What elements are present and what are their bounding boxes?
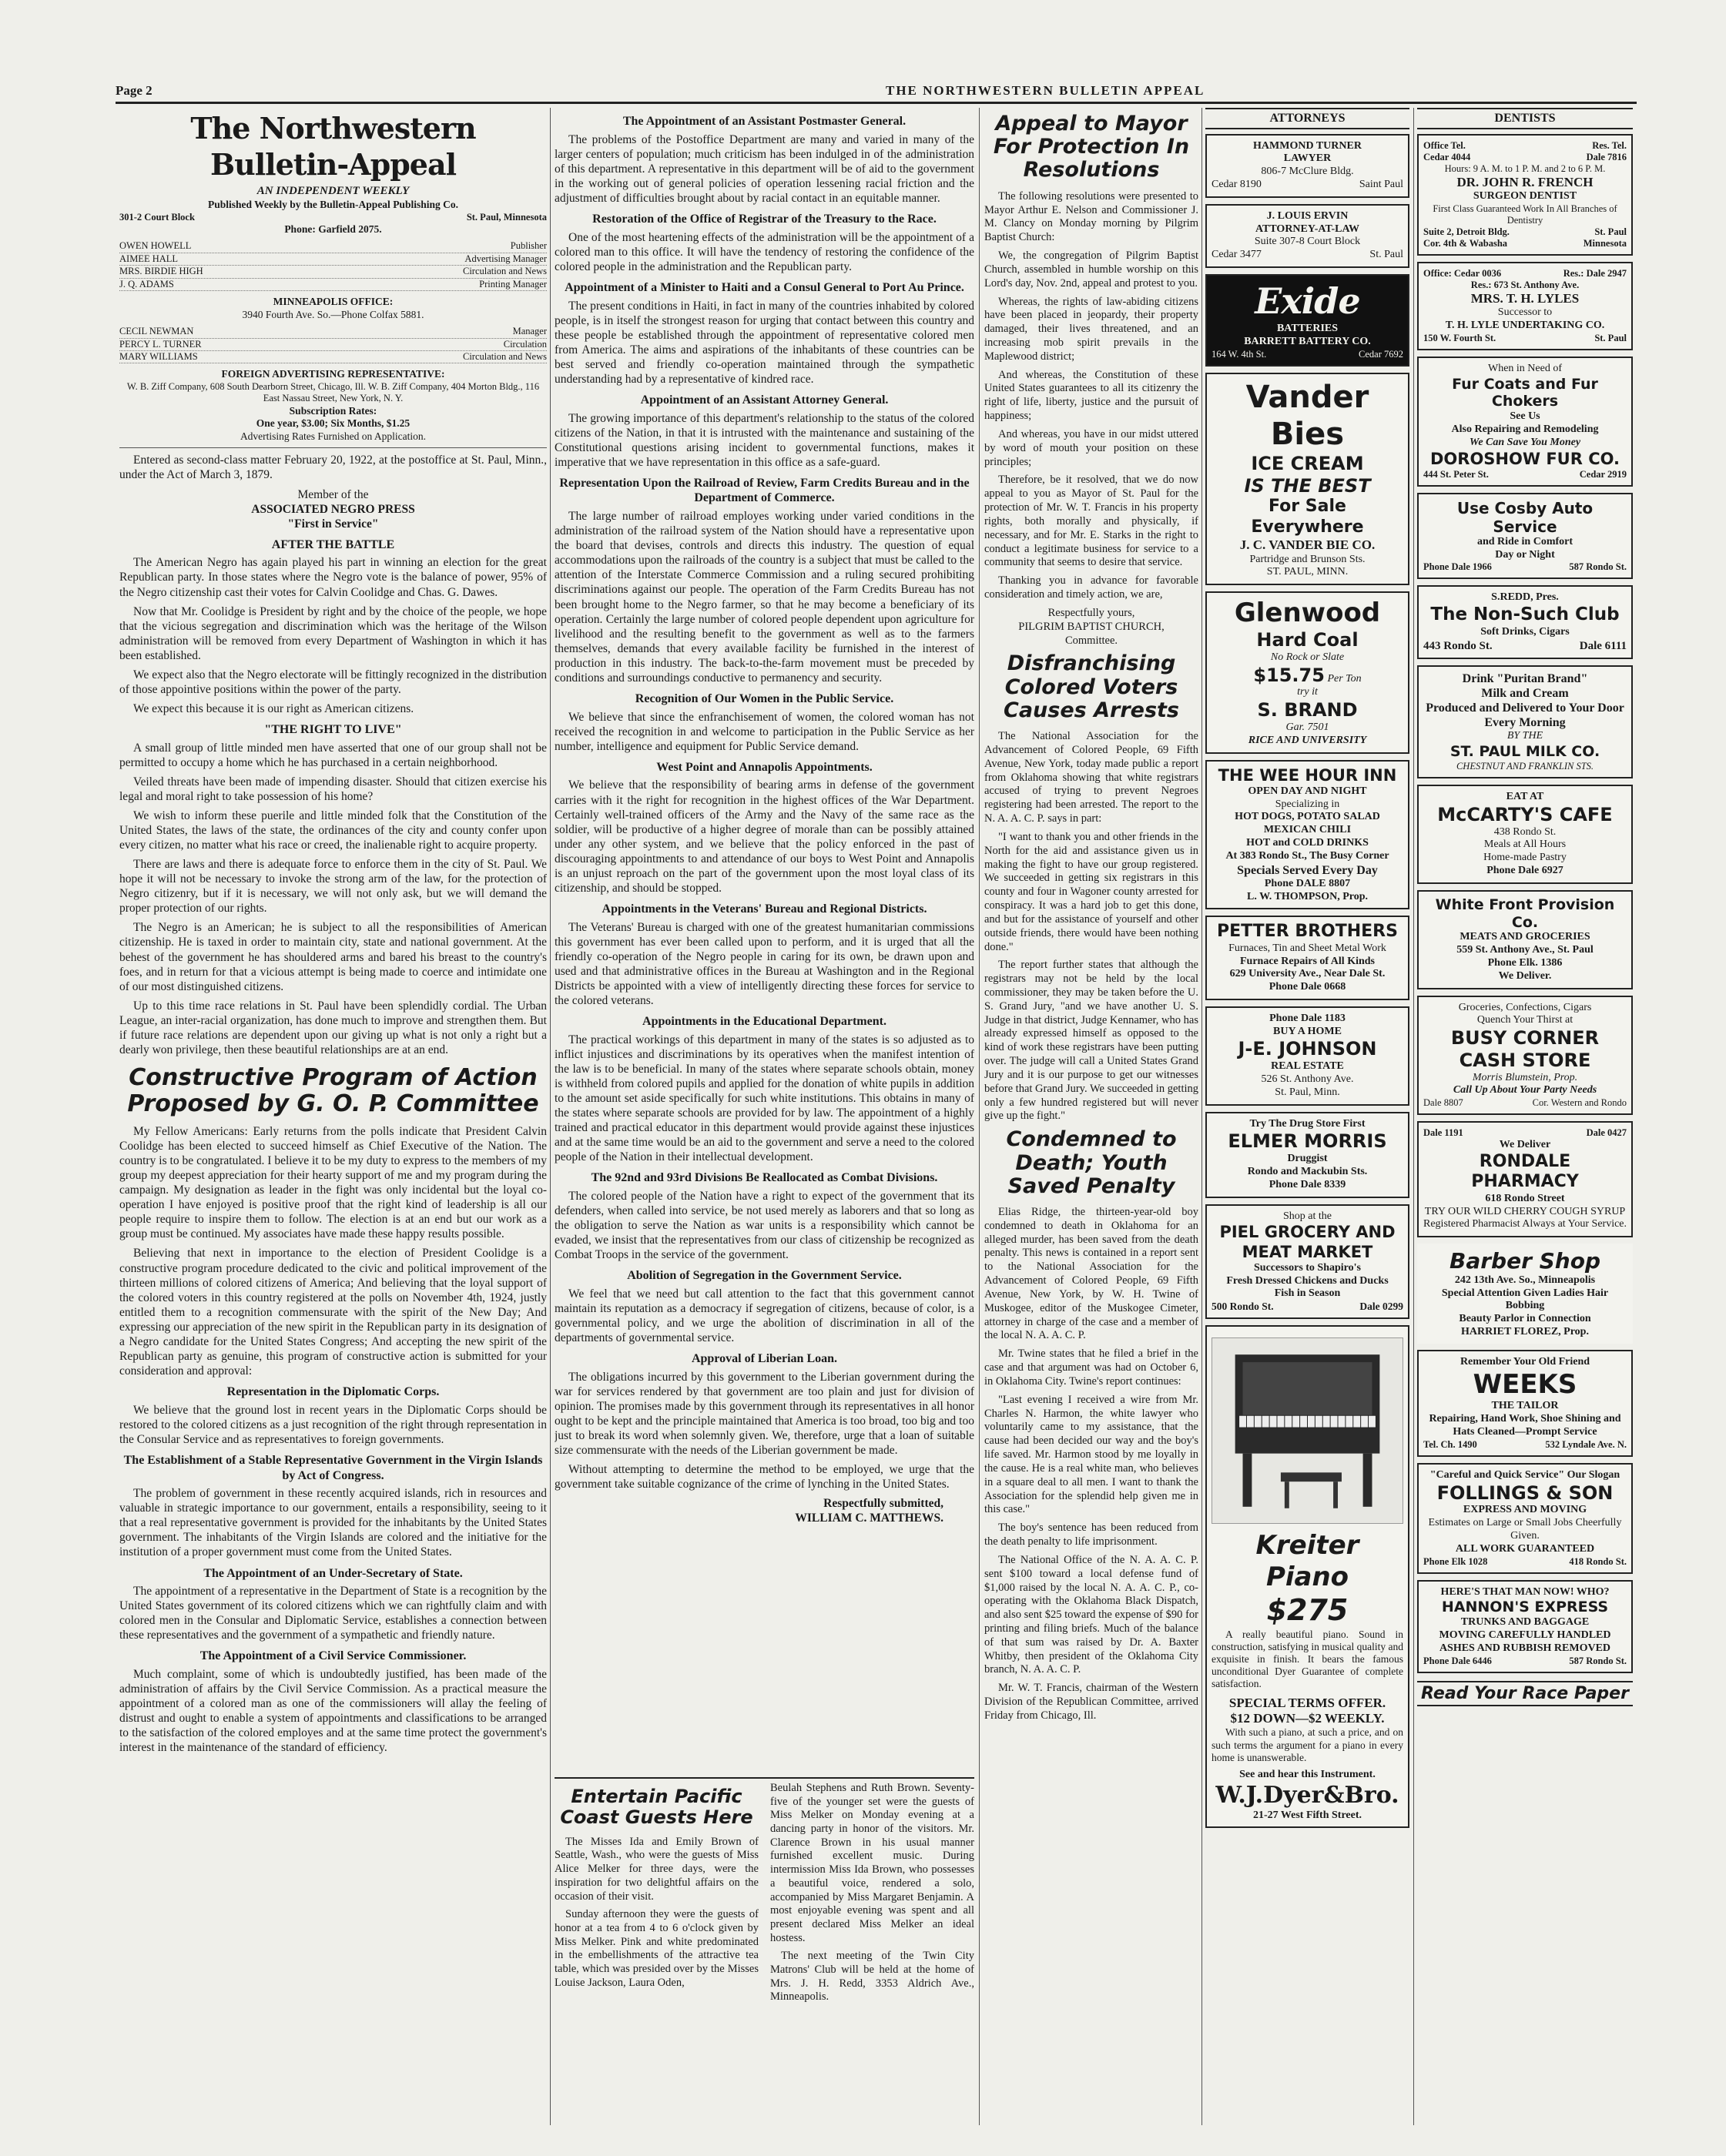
section-attorneys: ATTORNEYS — [1205, 108, 1409, 129]
paragraph: The appointment of a representative in the Department of State is a recognition by the United States government of its colored citizens which we can rightfully claim and with colored men in the Consular and Diplomatic Service, establishes a connection between these representatives and the government of a sympathetic and friendly nature. — [119, 1585, 547, 1642]
ad-piel-grocery: Shop at the PIEL GROCERY AND MEAT MARKET Successors to Shapiro's Fresh Dressed Chickens and Ducks Fish in Season 500 Rondo St. Dale 0299 — [1205, 1204, 1409, 1320]
paragraph: We believe that the responsibility of bearing arms in defense of the government carries with it the right for recognition in the highest offices of the War Department. Certainly well-trained officers of the Army and the Navy of the same race as the soldier, will be productive of a higher degree of morale than can be possibly attained under any other system, and we believe that the policy enforced in the past of discouraging appointments to and attendance of our boys to West Point and Annapolis is an unjust reproach on the part of the government upon the most loyal class of its citizenship, and should be stopped. — [555, 778, 974, 895]
staff-row: MRS. BIRDIE HIGH Circulation and News — [119, 266, 547, 278]
subhead: The Appointment of a Civil Service Commissioner. — [199, 1649, 467, 1663]
ad-louis-ervin: J. LOUIS ERVIN ATTORNEY-AT-LAW Suite 307-8 Court Block Cedar 3477 St. Paul — [1205, 204, 1409, 268]
paragraph: And whereas, the Constitution of these United States guarantees to all its citizenry the right of life, liberty, justice and the pursuit of happiness; — [984, 368, 1198, 423]
column-news — [984, 108, 1198, 2125]
paragraph: Therefore, be it resolved, that we do now appeal to you as Mayor of St. Paul for the protection of Mr. W. T. Francis in his property rights, both morally and physically, if necessary, and for Mr. E. Starks in the right to conduct a legitimate business for service to a community that seems to desire that service. — [984, 474, 1198, 569]
piano-icon — [1212, 1338, 1403, 1523]
subscription-heading: Subscription Rates: — [289, 404, 377, 417]
mpls-office-heading: MINNEAPOLIS OFFICE: — [273, 295, 394, 307]
paragraph: One of the most heartening effects of the administration will be the appointment of a colored man to this office. It will have the tendency of restoring the confidence of the colored people in the administration and the Republican party. — [555, 230, 974, 273]
paragraph: Believing that next in importance to the election of President Coolidge is a constructive program procedure dedicated to the civic and political improvement of the thirteen millions of colored citizens of America; And believing that the loyal support of the colored voters in this country registered at the polls on November 4th, 1924, justly entitled them to a recognition commensurate with the spirit of the New Day; And expressing our appreciation of the new spirit in the Republican party in its designation of a Negro candidate for the United States Congress; And accepting the new spirit of the Republican party as genuine, this program of constructive action is submitted for your consideration and approval: — [119, 1247, 547, 1378]
column-rule — [1413, 108, 1414, 2125]
ad-mccartys-cafe: EAT AT McCARTY'S CAFE 438 Rondo St. Meals at All Hours Home-made Pastry Phone Dale 6927 — [1417, 785, 1633, 884]
subhead: West Point and Annapolis Appointments. — [656, 760, 873, 774]
headline-pacific-guests: Entertain Pacific Coast Guests Here — [560, 1786, 753, 1828]
paragraph: The American Negro has again played his part in winning an election for the great Republican party. In those states where the Negro vote is the balance of power, 95% of the Negro citizenship cast their votes for Calvin Coolidge and Chas. G. Dawes. — [119, 556, 547, 599]
paragraph: There are laws and there is adequate force to enforce them in the city of St. Paul. We hope it will not be necessary to invoke the strong arm of the law, for the protection of Negro citizenry, but if it is necessary, we will not only ask, but we will demand the proper protection of our rights. — [119, 858, 547, 916]
subhead: The Appointment of an Under-Secretary of State. — [203, 1566, 463, 1580]
paragraph: "I want to thank you and other friends in the North for the aid and assistance given us in making the fight to have our group registered. We succeeded in getting six registrars in this county and four in Wagoner county arrested for conspiracy. It was a hard job to get this done, and but for the assistance of yourself and other outside friends, there would have been nothing done." — [984, 830, 1198, 953]
headline-right-to-live: "THE RIGHT TO LIVE" — [264, 723, 402, 737]
entry-notice: Entered as second-class matter February 20, 1922, at the postoffice at St. Paul, Minn., under the Act of March 3, 1879. — [119, 454, 547, 482]
staff-row: AIMEE HALL Advertising Manager — [119, 253, 547, 266]
paragraph: The practical workings of this department in many of the states is so adjusted as to inflict injustices and discriminations by its operatives when the manifest intention of the law is to be beneficial. In many of the states where separate schools obtain, money is withheld from colored pupils and applied for the donation of white pupils in addition to the amount set aside specifically for such white institutions. This obtains in many of the states where separate schools are provided for by law. The appointment of a highly trained and practical educator in this department would provide against these injustices and at the same time would be an aid to the government and serve a need to the colored people of the Nation in their intellectual development. — [555, 1033, 974, 1164]
ad-john-french: Office Tel. Res. Tel. Cedar 4044 Dale 7816 Hours: 9 A. M. to 1 P. M. and 2 to 6 P. M. DR. JOHN R. FRENCH SURGEON DENTIST First Class Guaranteed Work In All Branches of Dentistry Suite 2, Detroit Bldg. St. Paul Cor. 4th & Wabasha Minnesota — [1417, 134, 1633, 256]
office-address: 301-2 Court Block St. Paul, Minnesota — [119, 211, 547, 223]
tagline: AN INDEPENDENT WEEKLY — [256, 185, 410, 198]
story-pacific-guests — [555, 1777, 974, 2124]
ad-weeks-tailor: Remember Your Old Friend WEEKS THE TAILOR Repairing, Hand Work, Shoe Shining and Hats Cleaned—Prompt Service Tel. Ch. 1490 532 Lyndale Ave. N. — [1417, 1350, 1633, 1457]
paragraph: The present conditions in Haiti, in fact in many of the countries inhabited by colored people, is in itself the strongest reason for urging that contact between this country and these people be established through the appointment of representative colored men from America. The aims and aspirations of the inhabitants of these countries can be best served and friendly co-operation maintained through the sympathetic understanding had by a representative of kindred race. — [555, 299, 974, 386]
paragraph: The report further states that although the registrars may not be held by the local commissioner, they may be taken before the U. S. Grand Jury, "and we have another U. S. Judge in that district, Judge Kennamer, who has already expressed himself as opposed to the kind of work these registrars have been putting over. The judge will call a United States Grand Jury and it is our purpose to get our witnesses before that Grand Jury. We succeeded in getting only a few hundred registered but will never give up the fight." — [984, 959, 1198, 1123]
paragraph: "Last evening I received a wire from Mr. Charles N. Harmon, the white lawyer who voluntarily came to my assistance, that the cause had been decided our way and the boy's life saved. Mr. Harmon stood by me loyally in the cause. He is a real white man, who believes in a square deal to all men. I want to thank the Association for the splendid help given me in this case." — [984, 1393, 1198, 1516]
ad-lyles-undertaking: Office: Cedar 0036 Res.: Dale 2947 Res.: 673 St. Anthony Ave. MRS. T. H. LYLES Successor to T. H. LYLE UNDERTAKING CO. 150 W. Fourth St. St. Paul — [1417, 262, 1633, 350]
paragraph: And whereas, you have in our midst uttered by word of mouth your position on these principles; — [984, 427, 1198, 468]
story-column — [770, 1782, 974, 2009]
story-column — [555, 1782, 759, 1994]
signer: PILGRIM BAPTIST CHURCH, — [1018, 620, 1165, 633]
paragraph: The obligations incurred by this government to the Liberian government during the war for services rendered by that government are too plain and just for division of opinion. The promises made by this government through its representatives in all honor ought to be kept and the principle maintained that America is too broad, too big and too just to break its word when solemnly given. We, therefore, urge that a loan of suitable size commensurate with the needs of the Liberian government be made. — [555, 1370, 974, 1458]
paragraph: The large number of railroad employes working under varied conditions in the administration of the railroad system of the Nation should have a representative upon the board that devises, controls and directs this industry. The question of equal accommodations upon the railroads of the country is a subject that must be called to the attention of the Interstate Commerce Commission and a ruling secured prohibiting discriminations against our people. The operation of the Farm Credits Bureau has not been brought home to the Negro farmer, so that he may become a beneficiary of its operation. Certainly the large number of colored people dependent upon agriculture for livelihood and the resulting benefit to the government as well as to the farmers themselves, demands that every available facility be furnished in the interest of production in this industry. The back-to-the-farm movement must be preceded by conditions and surroundings conductive to permanency and security. — [555, 510, 974, 685]
running-title: THE NORTHWESTERN BULLETIN APPEAL — [886, 83, 1205, 98]
subhead: Approval of Liberian Loan. — [691, 1352, 838, 1366]
ad-vander-bies: Vander Bies ICE CREAM IS THE BEST For Sale Everywhere J. C. VANDER BIE CO. Partridge and Brunson Sts. ST. PAUL, MINN. — [1205, 373, 1409, 585]
subhead: The Establishment of a Stable Representative Government in the Virgin Islands by Act of Congress. — [123, 1453, 543, 1482]
mpls-staff-list — [119, 326, 547, 363]
subhead: Appointments in the Veterans' Bureau and Regional Districts. — [602, 902, 927, 916]
subhead: Recognition of Our Women in the Public Service. — [635, 691, 894, 705]
staff-list — [119, 240, 547, 291]
piano-illustration — [1212, 1337, 1403, 1524]
ad-exide-batteries: Exide BATTERIES BARRETT BATTERY CO. 164 W. 4th St. Cedar 7692 — [1205, 274, 1409, 367]
subscription-rates: One year, $3.00; Six Months, $1.25 — [256, 417, 411, 430]
paragraph: My Fellow Americans: Early returns from the polls indicate that President Calvin Coolidge has been elected to succeed himself as Chief Executive of the Nation. The country is to be congratulated. I believe it to be my duty to express to the members of my group my deepest appreciation for their hearty support of me and my program during the campaign. My designation as leader in the fight was only incidental but the loyal co-operation I have enjoyed is positive proof that the right kind of leadership is all our people require to inspire them to follow. The election is at an end but our work as a group must be continued. My associates have made these happy results possible. — [119, 1124, 547, 1241]
paragraph: We expect this because it is our right as American citizens. — [133, 701, 414, 715]
paragraph: Whereas, the rights of law-abiding citizens have been placed in jeopardy, their property damaged, their lives threatened, and an increasing mob spirit prevails in the Maplewood district; — [984, 295, 1198, 363]
subhead: Representation in the Diplomatic Corps. — [226, 1385, 440, 1398]
ad-glenwood-coal: Glenwood Hard Coal No Rock or Slate $15.75 Per Ton try it S. BRAND Gar. 7501 RICE AND UNIVERSITY — [1205, 591, 1409, 753]
paragraph: Now that Mr. Coolidge is President by right and by the choice of the people, we hope that the vicious segregation and discrimination which was the heritage of the Wilson administration will be removed from every Department of Washington in which it has been established. — [119, 604, 547, 662]
page-header — [116, 83, 1637, 103]
ad-hammond-turner: HAMMOND TURNER LAWYER 806-7 McClure Bldg. Cedar 8190 Saint Paul — [1205, 134, 1409, 198]
paragraph: Much complaint, some of which is undoubtedly justified, has been made of the administration of affairs by the Civil Service Commission. As a practical measure the appointment of a colored man as one of the commissioners will allay the feeling of distrust and ought to enable a system of appointments and classifications to be arranged to the satisfaction of the colored employes and at the same time protect the government's interest in the maintenance of the standard of efficiency. — [119, 1668, 547, 1755]
subhead: Appointment of a Minister to Haiti and a Consul General to Port Au Prince. — [565, 280, 964, 294]
paragraph: A small group of little minded men have asserted that one of our group shall not be permitted to occupy a home which he has purchased in a certain neighborhood. — [119, 741, 547, 769]
paragraph: Thanking you in advance for favorable consideration and timely action, we are, — [984, 574, 1198, 601]
masthead: The Northwestern Bulletin-Appeal — [190, 111, 476, 182]
paragraph: Mr. Twine states that he filed a brief in the case and that argument was had on October 6, in Oklahoma City. Twine's report continues: — [984, 1348, 1198, 1388]
ad-je-johnson: Phone Dale 1183 BUY A HOME J-E. JOHNSON REAL ESTATE 526 St. Anthony Ave. St. Paul, Minn. — [1205, 1006, 1409, 1106]
ad-petter-brothers: PETTER BROTHERS Furnaces, Tin and Sheet Metal Work Furnace Repairs of All Kinds 629 University Ave., Near Dale St. Phone Dale 0668 — [1205, 916, 1409, 1000]
subhead: The 92nd and 93rd Divisions Be Reallocated as Combat Divisions. — [591, 1171, 938, 1185]
ad-elmer-morris: Try The Drug Store First ELMER MORRIS Druggist Rondo and Mackubin Sts. Phone Dale 8339 — [1205, 1112, 1409, 1198]
publisher-line: Published Weekly by the Bulletin-Appeal Publishing Co. — [208, 198, 458, 210]
headline-disfranchising: Disfranchising Colored Voters Causes Arrests — [1004, 651, 1179, 722]
ad-rondale-pharmacy: Dale 1191 Dale 0427 We Deliver RONDALE PHARMACY 618 Rondo Street TRY OUR WILD CHERRY COUGH SYRUP Registered Pharmacist Always at Your Service. — [1417, 1121, 1633, 1237]
divider — [119, 447, 547, 448]
paragraph: The boy's sentence has been reduced from the death penalty to life imprisonment. — [984, 1522, 1198, 1548]
mpls-office-address: 3940 Fourth Ave. So.—Phone Colfax 5881. — [242, 308, 424, 320]
press-motto: "First in Service" — [287, 517, 379, 531]
closing: Respectfully submitted, — [823, 1497, 943, 1511]
ad-doroshow-fur: When in Need of Fur Coats and Fur Chokers See Us Also Repairing and Remodeling We Can Save You Money DOROSHOW FUR CO. 444 St. Peter St. Cedar 2919 — [1417, 357, 1633, 487]
page-number: Page 2 — [116, 83, 152, 98]
paragraph: The National Association for the Advancement of Colored People, 69 Fifth Avenue, New York, today made public a report from Oklahoma showing that white registrars accused of trying to prevent Negroes registering had been arrested. The report to the N. A. A. C. P. says in part: — [984, 730, 1198, 825]
ad-white-front: White Front Provision Co. MEATS AND GROCERIES 559 St. Anthony Ave., St. Paul Phone Elk. 1386 We Deliver. — [1417, 890, 1633, 989]
story-rule — [555, 1777, 974, 1779]
paragraph: Sunday afternoon they were the guests of honor at a tea from 4 to 6 o'clock given by Miss Melker. Pink and white predominated in the embellishments of the attractive tea table, which was presided over by the Misses Louise Jackson, Laura Oden, — [555, 1908, 759, 1989]
staff-row: CECIL NEWMAN Manager — [119, 326, 547, 338]
header-rule — [116, 102, 1637, 104]
paragraph: Veiled threats have been made of impending disaster. Should that citizen exercise his legal and moral right to take possession of his home? — [119, 775, 547, 803]
paragraph: Without attempting to determine the method to be employed, we urge that the government take suitable cognizance of the crime of lynching in the United States. — [555, 1463, 974, 1491]
paragraph: We wish to inform these puerile and little minded folk that the Constitution of the United States, the laws of the state, the ordinances of the city and county confer upon every citizen, no matter what his race or creed, the inalienable right to acquire property. — [119, 808, 547, 852]
paragraph: The next meeting of the Twin City Matrons' Club will be held at the home of Mrs. J. H. Redd, 3353 Aldrich Ave., Minneapolis. — [770, 1950, 974, 2004]
dyer-logo: W.J.Dyer&Bro. — [1215, 1781, 1399, 1809]
press-association: ASSOCIATED NEGRO PRESS — [251, 502, 415, 516]
column-rule — [550, 108, 551, 2125]
office-phone: Phone: Garfield 2075. — [284, 223, 382, 235]
subhead: Abolition of Segregation in the Government Service. — [627, 1269, 902, 1283]
paragraph: We believe that since the enfranchisement of women, the colored woman has not received the recognition in and welcome to participation in the Public Service as her number, intelligence and equipment for Public Service demand. — [555, 710, 974, 753]
ad-hannons-express: HERE'S THAT MAN NOW! WHO? HANNON'S EXPRESS TRUNKS AND BAGGAGE MOVING CAREFULLY HANDLED ASHES AND RUBBISH REMOVED Phone Dale 6446 587 Rondo St. — [1417, 1580, 1633, 1673]
paragraph: Elias Ridge, the thirteen-year-old boy condemned to death in Oklahoma for an alleged murder, has been saved from the death penalty. This news is contained in a report sent to the National Association for the Advancement of Colored People, 69 Fifth Avenue, New York, by W. H. Twine of Muskogee, editor of the Muskogee Cimeter, attorney in charge of the case and a member of the local N. A. A. C. P. — [984, 1205, 1198, 1342]
paragraph: The colored people of the Nation have a right to expect of the government that its defenders, when called into service, be not used merely as laborers and that so long as the obligation to serve the Nation as war units is a responsibility which cannot be evaded, we insist that the representatives from our class of citizenship be recognized as Combat Troops in the service of the government. — [555, 1189, 974, 1262]
read-your-race-paper: Read Your Race Paper — [1417, 1681, 1633, 1706]
foreign-adv-text: W. B. Ziff Company, 608 South Dearborn Street, Chicago, Ill. W. B. Ziff Company, 404 Morton Bldg., 116 East Nassau Street, New York, N. Y. — [126, 380, 540, 404]
ad-kreiter-piano: Kreiter Piano $275 A really beautiful piano. Sound in construction, satisfying in musical quality and exquisite in finish. It bears the famous unconditional Dyer Guarantee of complete satisfaction. SPECIAL TERMS OFFER. $12 DOWN—$2 WEEKLY. With such a piano, at such a price, and on such terms the argument for a piano in every home is unanswerable. See and hear this Instrument. W.J.Dyer&Bro. 21-27 West Fifth Street. — [1205, 1325, 1409, 1828]
paragraph: The Veterans' Bureau is charged with one of the greatest humanitarian commissions this government has ever been called upon to perform, and it is urged that all the friendly co-operation of the Negro people in caring for its own, be drawn upon and used and that administrative offices in the Bureau at Washington and in the Regional Districts be appointed with a view of intelligently directing these forces for service to the colored veterans. — [555, 920, 974, 1007]
paragraph: We, the congregation of Pilgrim Baptist Church, assembled in humble worship on this Lord's day, Nov. 2nd, appeal and protest to you. — [984, 249, 1198, 290]
paragraph: We believe that the ground lost in recent years in the Diplomatic Corps should be restored to the colored citizens as a just recognition of the right through representation in the Consular Service and as representatives to foreign governments. — [119, 1403, 547, 1446]
headline-appeal-to-mayor: Appeal to Mayor For Protection In Resolutions — [993, 112, 1190, 182]
paragraph: We feel that we need but call attention to the fact that this government cannot maintain its reputation as a democracy if segregation of citizens, because of color, is a governmental policy, and we urge the abolition of discrimination in all of the departments of governmental service. — [555, 1287, 974, 1345]
paragraph: The National Office of the N. A. A. C. P. sent $100 toward a local defense fund of $1,000 raised by the local N. A. A. C. P., co-operating with the Oklahoma Black Dispatch, and also sent $25 toward the expense of $90 for printing and filing briefs. Much of the balance of that sum was raised by Dr. A. Baxter Whitby, then president of the Oklahoma City branch, N. A. A. C. P. — [984, 1553, 1198, 1676]
ad-cosby-auto: Use Cosby Auto Service and Ride in Comfort Day or Night Phone Dale 1966 587 Rondo St. — [1417, 493, 1633, 580]
paragraph: Up to this time race relations in St. Paul have been splendidly cordial. The Urban League, an inter-racial organization, has done much to improve and strengthen them. But if future race relations are dependent upon our giving up what is not only a right but a dearly won privilege, then these beautiful relationships are at an end. — [119, 999, 547, 1056]
paragraph: Mr. W. T. Francis, chairman of the Western Division of the Republican Committee, arrived Friday from Chicago, Ill. — [984, 1682, 1198, 1722]
ad-follings-son: "Careful and Quick Service" Our Slogan FOLLINGS & SON EXPRESS AND MOVING Estimates on Large or Small Jobs Cheerfully Given. ALL WORK GUARANTEED Phone Elk 1028 418 Rondo St. — [1417, 1463, 1633, 1574]
ad-non-such-club: S.REDD, Pres. The Non-Such Club Soft Drinks, Cigars 443 Rondo St. Dale 6111 — [1417, 585, 1633, 658]
ad-wee-hour-inn: THE WEE HOUR INN OPEN DAY AND NIGHT Specializing in HOT DOGS, POTATO SALAD MEXICAN CHILI HOT and COLD DRINKS At 383 Rondo St., The Busy Corner Specials Served Every Day Phone DALE 8807 L. W. THOMPSON, Prop. — [1205, 760, 1409, 910]
column-rule — [1201, 108, 1202, 2125]
subhead: Appointments in the Educational Department. — [642, 1014, 886, 1028]
column-editorial — [119, 108, 547, 2125]
paragraph: The problem of government in these recently acquired islands, rich in resources and valuable in strategic importance to our government, entails a responsibility, seeing to it that a real representative government is provided for the inhabitants by the United States government. The inhabitants of the Virgin Islands are colored and the initiative for the institution of a proper government must come from the United States. — [119, 1487, 547, 1559]
foreign-adv-heading: FOREIGN ADVERTISING REPRESENTATIVE: — [221, 368, 445, 380]
column-ads-right — [1417, 108, 1633, 2125]
paragraph: The growing importance of this department's relationship to the status of the colored citizens of the Nation, in that it is intrusted with the maintenance and sustaining of the Constitutional questions arising incident to governmental functions, makes it imperative that we have representation in this office as a safe-guard. — [555, 411, 974, 469]
signer: WILLIAM C. MATTHEWS. — [795, 1512, 943, 1525]
headline-constructive-program: Constructive Program of Action Proposed by G. O. P. Committee — [127, 1063, 539, 1118]
advertising-rates: Advertising Rates Furnished on Application. — [240, 430, 427, 442]
column-ads-left — [1205, 108, 1409, 2125]
paragraph: The Misses Ida and Emily Brown of Seattle, Wash., who were the guests of Miss Alice Melker for three days, were the inspiration for two delightful affairs on the occasion of their visit. — [555, 1835, 759, 1903]
staff-row: J. Q. ADAMS Printing Manager — [119, 279, 547, 291]
ad-st-paul-milk: Drink "Puritan Brand" Milk and Cream Produced and Delivered to Your Door Every Morning BY THE ST. PAUL MILK CO. CHESTNUT AND FRANKLIN STS. — [1417, 665, 1633, 778]
column-rule — [979, 108, 980, 2125]
subhead: The Appointment of an Assistant Postmaster General. — [622, 115, 907, 128]
member-of: Member of the — [297, 487, 369, 501]
headline-after-the-battle: AFTER THE BATTLE — [271, 537, 395, 551]
paragraph: The Negro is an American; he is subject to all the responsibilities of American citizenship. He is taxed in order to maintain city, state and national government. At the behest of the government he has shouldered arms and bared his breast to the country's foes, and in return for that a vicious attempt is being made to coerce and intimidate one of our most distinguished citizens. — [119, 921, 547, 993]
paragraph: The problems of the Postoffice Department are many and varied in many of the larger centers of population; much criticism has been indulged in of the administration of this department. A representative in this department will be of aid to the government in the working out of general policies of operation lessening racial friction and the adjustment of difficulties brought about by racial contact in an equitable manner. — [555, 132, 974, 205]
closing: Respectfully yours, — [1047, 606, 1135, 619]
subhead: Restoration of the Office of Registrar of the Treasury to the Race. — [592, 212, 937, 226]
paragraph: We expect also that the Negro electorate will be fittingly recognized in the distribution of those appointive positions within the power of the party. — [119, 668, 547, 696]
exide-logo: Exide — [1255, 280, 1360, 323]
subhead: Appointment of an Assistant Attorney General. — [640, 393, 889, 407]
staff-row: OWEN HOWELL Publisher — [119, 240, 547, 253]
staff-row: MARY WILLIAMS Circulation and News — [119, 351, 547, 363]
ad-barber-shop: Barber Shop 242 13th Ave. So., Minneapolis Special Attention Given Ladies Hair Bobbing Beauty Parlor in Connection HARRIET FLOREZ, Prop. — [1417, 1244, 1633, 1344]
column-program-continued — [555, 108, 974, 1771]
section-dentists: DENTISTS — [1417, 108, 1633, 129]
staff-row: PERCY L. TURNER Circulation — [119, 339, 547, 351]
subhead: Representation Upon the Railroad of Review, Farm Credits Bureau and in the Department of Commerce. — [559, 476, 970, 505]
ad-busy-corner: Groceries, Confections, Cigars Quench Your Thirst at BUSY CORNER CASH STORE Morris Blumstein, Prop. Call Up About Your Party Needs Dale 8807 Cor. Western and Rondo — [1417, 996, 1633, 1116]
headline-condemned: Condemned to Death; Youth Saved Penalty — [1006, 1127, 1177, 1198]
paragraph: Beulah Stephens and Ruth Brown. Seventy-five of the younger set were the guests of Miss Melker on Monday evening at a dancing party in honor of the visitors. Mr. Clarence Brown in his usual manner furnished excellent music. During intermission Miss Ida Brown, who possesses a beautiful voice, rendered a solo, accompanied by Miss Margaret Benjamin. A most enjoyable evening was spent and all present declared Miss Melker an ideal hostess. — [770, 1782, 974, 1944]
signer-title: Committee. — [1064, 634, 1118, 647]
paragraph: The following resolutions were presented to Mayor Arthur E. Nelson and Commissioner J. M. Clancy on Monday morning by Pilgrim Baptist Church: — [984, 189, 1198, 244]
